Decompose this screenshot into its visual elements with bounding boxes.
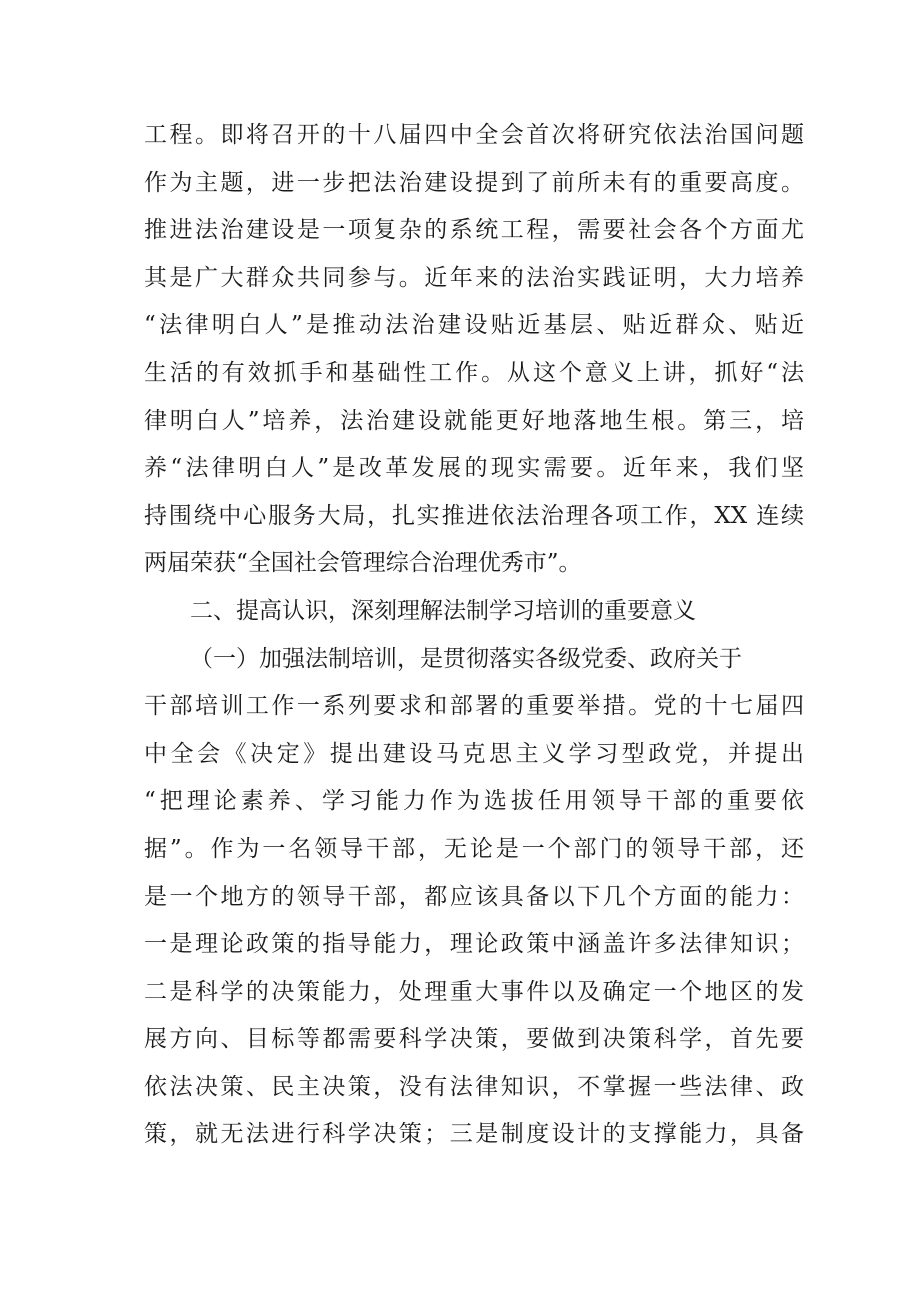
body-text [144,112,804,1159]
text-line: 生活的有效抓手和基础性工作。从这个意义上讲，抓好“法 [144,359,804,386]
text-line: 中全会《决定》提出建设马克思主义学习型政党，并提出 [144,740,804,767]
text-line: 养“法律明白人”是改革发展的现实需要。近年来，我们坚 [144,455,804,482]
text-line: 策，就无法进行科学决策；三是制度设计的支撑能力，具备 [144,1121,804,1148]
text-line: 作为主题，进一步把法治建设提到了前所未有的重要高度。 [144,169,804,196]
text-line: 是一个地方的领导干部，都应该具备以下几个方面的能力： [144,883,804,910]
text-line: 二是科学的决策能力，处理重大事件以及确定一个地区的发 [144,978,804,1005]
text-line: 展方向、目标等都需要科学决策，要做到决策科学，首先要 [144,1026,804,1053]
text-line: 推进法治建设是一项复杂的系统工程，需要社会各个方面尤 [144,217,804,244]
text-line: 依法决策、民主决策，没有法律知识，不掌握一些法律、政 [144,1073,804,1100]
text-line: “法律明白人”是推动法治建设贴近基层、贴近群众、贴近 [144,312,804,339]
text-line: 干部培训工作一系列要求和部署的重要举措。党的十七届四 [144,693,804,720]
text-line: “把理论素养、学习能力作为选拔任用领导干部的重要依 [144,788,804,815]
text-line: 工程。即将召开的十八届四中全会首次将研究依法治国问题 [144,122,804,148]
text-line: 据”。作为一名领导干部，无论是一个部门的领导干部，还 [144,835,804,862]
paragraph-first-line: （一）加强法制培训，是贯彻落实各级党委、政府关于 [190,645,742,672]
text-line: 持围绕中心服务大局，扎实推进依法治理各项工作，XX 连续 [144,502,804,529]
text-line: 其是广大群众共同参与。近年来的法治实践证明，大力培养 [144,264,804,291]
text-line: 律明白人”培养，法治建设就能更好地落地生根。第三，培 [144,407,804,434]
section-heading: 二、提高认识，深刻理解法制学习培训的重要意义 [190,597,696,624]
paragraph-end-line: 两届荣获“全国社会管理综合治理优秀市”。 [144,550,582,577]
text-line: 一是理论政策的指导能力，理论政策中涵盖许多法律知识； [144,931,804,958]
